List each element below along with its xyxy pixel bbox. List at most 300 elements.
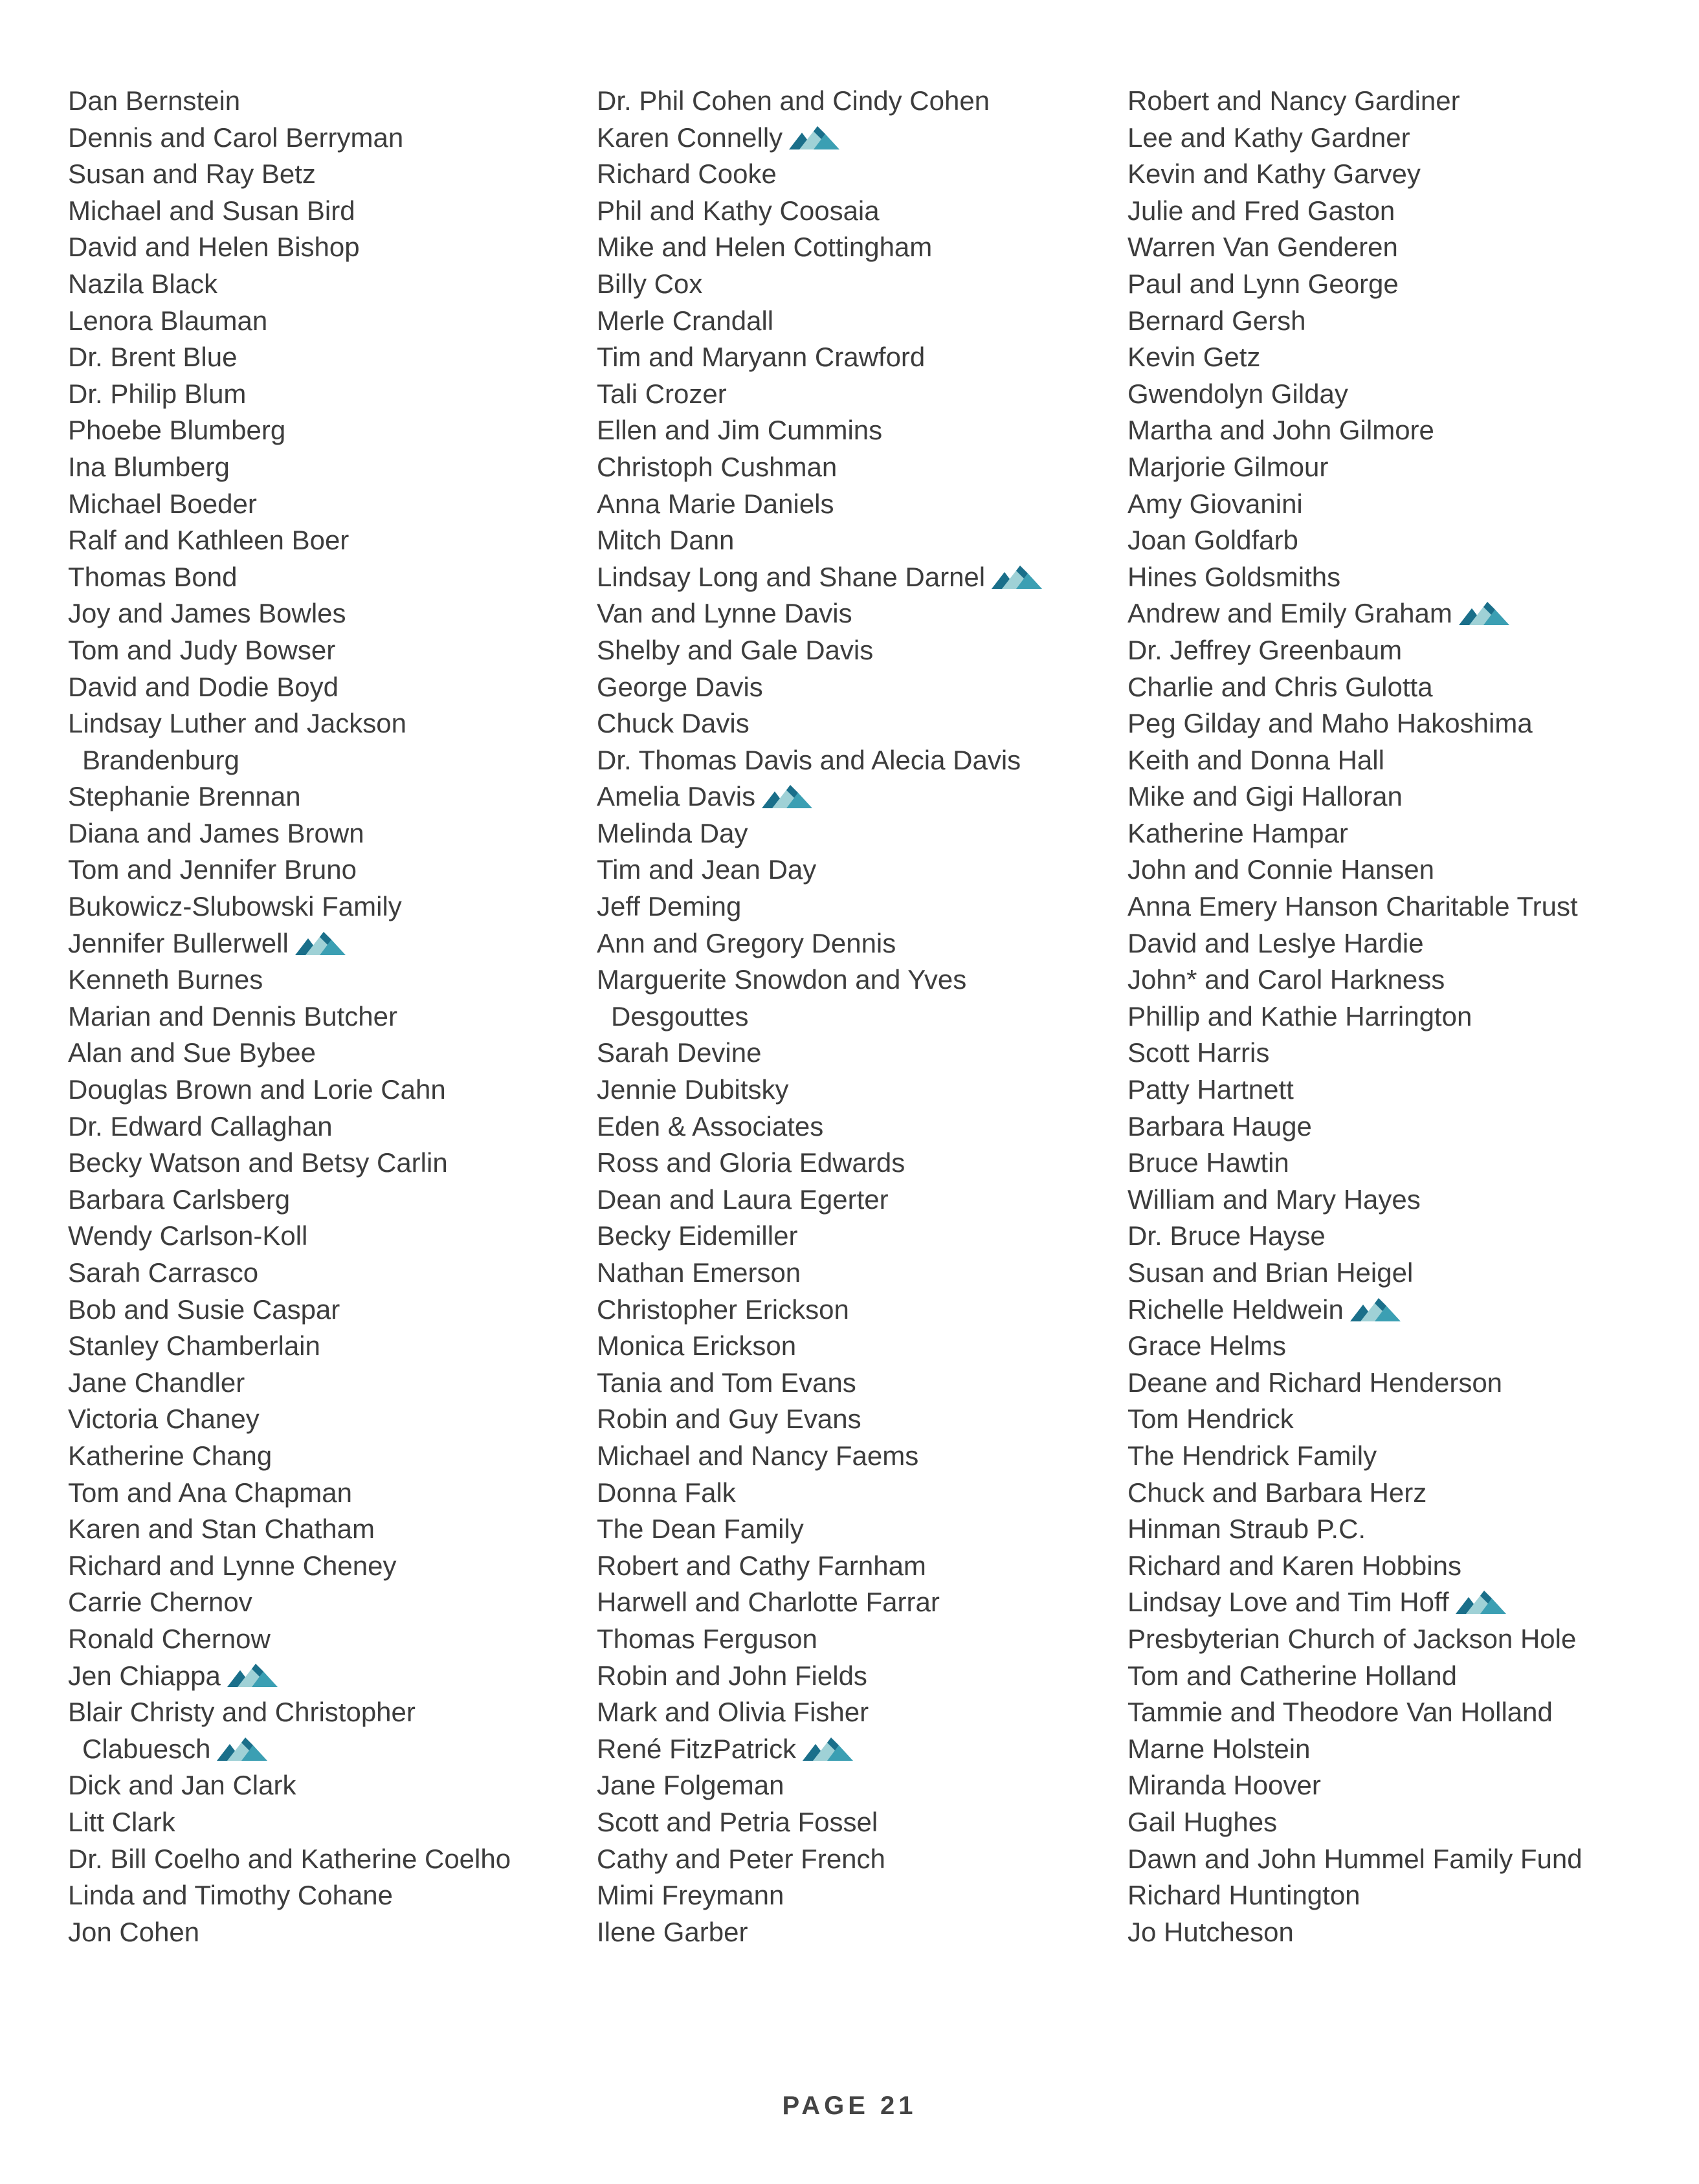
donor-name	[597, 1365, 1102, 1402]
donor-name	[68, 266, 560, 303]
donor-name-text: Eden & Associates	[597, 1110, 824, 1142]
donor-name-continuation	[68, 742, 560, 779]
donor-name-text: Brandenburg	[82, 744, 239, 775]
donor-name	[597, 449, 1102, 486]
donor-name	[68, 339, 560, 376]
donor-name	[597, 1731, 1102, 1768]
donor-name-text: Dr. Bill Coelho and Katherine Coelho	[68, 1843, 511, 1874]
donor-name	[68, 1658, 560, 1695]
donor-name-text: William and Mary Hayes	[1127, 1184, 1421, 1215]
donor-name-text: Stanley Chamberlain	[68, 1330, 320, 1362]
donor-name-text: Jen Chiappa	[68, 1660, 221, 1691]
donor-name	[68, 962, 560, 998]
donor-name	[597, 1621, 1102, 1658]
donor-name-text: Bruce Hawtin	[1127, 1147, 1289, 1178]
donor-name	[68, 1218, 560, 1255]
donor-name-text: Marjorie Gilmour	[1127, 451, 1329, 482]
donor-name	[597, 1548, 1102, 1585]
donor-name-text: Christoph Cushman	[597, 451, 838, 482]
mountain-icon	[801, 1735, 854, 1762]
donor-name	[1127, 1401, 1658, 1438]
donor-name	[597, 1475, 1102, 1512]
donor-name-text: Tom and Judy Bowser	[68, 634, 336, 665]
donor-name-text: Martha and John Gilmore	[1127, 415, 1434, 446]
donor-name-text: Miranda Hoover	[1127, 1770, 1321, 1801]
donor-name	[68, 1438, 560, 1475]
donor-name-text: Richard Huntington	[1127, 1880, 1360, 1911]
donor-name-text: Jo Hutcheson	[1127, 1916, 1294, 1947]
donor-name	[68, 559, 560, 596]
donor-name-text: George Davis	[597, 671, 763, 702]
donor-name-text: Ellen and Jim Cummins	[597, 415, 883, 446]
donor-name	[597, 486, 1102, 523]
donor-name-text: Robert and Nancy Gardiner	[1127, 85, 1460, 116]
donor-name-text: Paul and Lynn George	[1127, 268, 1399, 299]
page-number: PAGE 21	[782, 2091, 917, 2120]
donor-name	[1127, 778, 1658, 815]
donor-name-text: Phil and Kathy Coosaia	[597, 195, 880, 226]
donor-name	[1127, 1328, 1658, 1365]
donor-name	[1127, 742, 1658, 779]
donor-name	[68, 303, 560, 340]
donor-name	[68, 522, 560, 559]
mountain-icon	[788, 124, 841, 151]
donor-name	[68, 486, 560, 523]
donor-name	[1127, 1841, 1658, 1878]
donor-name	[597, 1584, 1102, 1621]
donor-name	[68, 1365, 560, 1402]
donor-name	[68, 1401, 560, 1438]
donor-name	[1127, 815, 1658, 852]
donor-name-text: Mark and Olivia Fisher	[597, 1697, 869, 1728]
donor-name	[1127, 1548, 1658, 1585]
donor-name-text: Tali Crozer	[597, 378, 727, 409]
donor-name-text: Thomas Ferguson	[597, 1623, 817, 1654]
donor-name-text: Michael Boeder	[68, 488, 257, 519]
donor-name-text: Becky Eidemiller	[597, 1220, 798, 1252]
donor-name	[68, 1475, 560, 1512]
donor-name	[68, 449, 560, 486]
donor-name	[1127, 1658, 1658, 1695]
donor-name	[597, 815, 1102, 852]
donor-name-text: Desgouttes	[611, 1000, 749, 1031]
donor-name	[1127, 998, 1658, 1035]
donor-name	[68, 998, 560, 1035]
donor-name-text: Katherine Hampar	[1127, 817, 1348, 848]
donor-name	[1127, 1035, 1658, 1072]
donor-column-3	[1127, 83, 1658, 1950]
donor-name	[68, 705, 560, 742]
donor-name-text: Peg Gilday and Maho Hakoshima	[1127, 708, 1533, 739]
donor-name	[597, 412, 1102, 449]
donor-name-text: Kevin Getz	[1127, 342, 1261, 373]
donor-name	[68, 1511, 560, 1548]
donor-name	[597, 1914, 1102, 1951]
donor-name	[68, 1804, 560, 1841]
mountain-icon	[226, 1661, 279, 1688]
mountain-icon	[761, 782, 814, 810]
donor-name-text: Chuck Davis	[597, 708, 750, 739]
donor-name-text: Karen and Stan Chatham	[68, 1514, 375, 1545]
mountain-icon	[216, 1735, 269, 1762]
donor-name	[597, 1109, 1102, 1145]
donor-name	[1127, 705, 1658, 742]
donor-name	[68, 595, 560, 632]
donor-name-text: Katherine Chang	[68, 1440, 272, 1471]
donor-name	[597, 83, 1102, 120]
donor-name	[1127, 1731, 1658, 1768]
donor-name	[597, 778, 1102, 815]
donor-name-text: Carrie Chernov	[68, 1587, 252, 1618]
donor-name	[68, 156, 560, 193]
donor-name-text: Dean and Laura Egerter	[597, 1184, 889, 1215]
donor-name-text: Susan and Ray Betz	[68, 159, 316, 190]
donor-name	[68, 1182, 560, 1219]
donor-name	[1127, 339, 1658, 376]
donor-name	[1127, 1255, 1658, 1292]
donor-name	[1127, 1584, 1658, 1621]
donor-name	[597, 1877, 1102, 1914]
donor-name-text: Mimi Freymann	[597, 1880, 784, 1911]
donor-name	[597, 1255, 1102, 1292]
donor-name-text: Hines Goldsmiths	[1127, 561, 1341, 592]
donor-name-text: Victoria Chaney	[68, 1404, 260, 1435]
donor-name-text: Lindsay Luther and Jackson	[68, 708, 407, 739]
donor-name-text: Dr. Edward Callaghan	[68, 1110, 333, 1142]
donor-name-text: John and Connie Hansen	[1127, 854, 1435, 885]
donor-name	[68, 1035, 560, 1072]
donor-name-text: Melinda Day	[597, 817, 748, 848]
donor-name	[597, 1694, 1102, 1731]
donor-name	[1127, 83, 1658, 120]
donor-name-text: Ralf and Kathleen Boer	[68, 525, 350, 556]
donor-name	[68, 925, 560, 962]
donor-name-text: Dr. Philip Blum	[68, 378, 247, 409]
donor-name	[597, 1218, 1102, 1255]
donor-name	[68, 376, 560, 413]
donor-name-text: Tim and Maryann Crawford	[597, 342, 926, 373]
donor-name	[597, 339, 1102, 376]
donor-name-text: Lenora Blauman	[68, 305, 268, 336]
donor-name	[68, 852, 560, 888]
donor-name	[68, 1292, 560, 1329]
donor-name-text: Litt Clark	[68, 1806, 175, 1837]
donor-name-text: Merle Crandall	[597, 305, 774, 336]
donor-name-text: Presbyterian Church of Jackson Hole	[1127, 1623, 1577, 1654]
donor-name-text: Amelia Davis	[597, 781, 756, 812]
donor-name-text: Tom and Ana Chapman	[68, 1477, 352, 1508]
donor-name-text: Joan Goldfarb	[1127, 525, 1298, 556]
donor-name	[597, 1658, 1102, 1695]
donor-name	[68, 1584, 560, 1621]
donor-name-text: Robin and John Fields	[597, 1660, 867, 1691]
donor-name	[68, 1328, 560, 1365]
donor-name-text: Mitch Dann	[597, 525, 735, 556]
donor-name-text: Joy and James Bowles	[68, 598, 346, 629]
donor-name-text: Marguerite Snowdon and Yves	[597, 964, 967, 995]
donor-name	[1127, 888, 1658, 925]
donor-name	[68, 229, 560, 266]
donor-name-text: Dawn and John Hummel Family Fund	[1127, 1843, 1582, 1874]
donor-name-text: Douglas Brown and Lorie Cahn	[68, 1074, 446, 1105]
donor-name-text: Stephanie Brennan	[68, 781, 301, 812]
donor-name-text: Shelby and Gale Davis	[597, 634, 874, 665]
donor-name	[597, 559, 1102, 596]
donor-name-text: The Dean Family	[597, 1514, 804, 1545]
donor-name-text: Ina Blumberg	[68, 451, 230, 482]
donor-name-text: Lee and Kathy Gardner	[1127, 122, 1410, 153]
donor-name-text: Cathy and Peter French	[597, 1843, 885, 1874]
donor-name	[1127, 559, 1658, 596]
donor-name-text: Dr. Brent Blue	[68, 342, 238, 373]
donor-name-text: Tom and Catherine Holland	[1127, 1660, 1457, 1691]
donor-name-text: Kenneth Burnes	[68, 964, 263, 995]
mountain-icon	[1349, 1296, 1402, 1323]
donor-name-text: Christopher Erickson	[597, 1294, 849, 1325]
donor-name-text: Richard and Karen Hobbins	[1127, 1550, 1461, 1581]
donor-name-text: Donna Falk	[597, 1477, 736, 1508]
donor-name-text: Deane and Richard Henderson	[1127, 1367, 1503, 1398]
donor-name-text: Robin and Guy Evans	[597, 1404, 861, 1435]
donor-name	[68, 83, 560, 120]
donor-name-text: Andrew and Emily Graham	[1127, 598, 1452, 629]
donor-name	[1127, 1365, 1658, 1402]
donor-name-text: Jane Chandler	[68, 1367, 245, 1398]
donor-name-text: John* and Carol Harkness	[1127, 964, 1445, 995]
donor-name	[1127, 1877, 1658, 1914]
donor-name-text: Michael and Susan Bird	[68, 195, 355, 226]
donor-name	[1127, 1621, 1658, 1658]
donor-name-text: Sarah Devine	[597, 1037, 762, 1068]
donor-name-text: Clabuesch	[82, 1733, 211, 1764]
donor-name-text: Warren Van Genderen	[1127, 232, 1398, 263]
donor-name-text: Dan Bernstein	[68, 85, 241, 116]
donor-name	[597, 522, 1102, 559]
donor-name-text: Mike and Helen Cottingham	[597, 232, 933, 263]
donor-name-text: Wendy Carlson-Koll	[68, 1220, 308, 1252]
donor-name	[1127, 1182, 1658, 1219]
donor-name-text: David and Dodie Boyd	[68, 671, 339, 702]
donor-name	[597, 1182, 1102, 1219]
donor-name	[1127, 1804, 1658, 1841]
donor-name-text: Ann and Gregory Dennis	[597, 927, 896, 958]
donor-name	[68, 1621, 560, 1658]
donor-name	[68, 412, 560, 449]
donor-name	[597, 705, 1102, 742]
donor-name	[68, 1877, 560, 1914]
donor-name	[597, 888, 1102, 925]
donor-name	[1127, 266, 1658, 303]
donor-name	[68, 632, 560, 669]
donor-name-text: Jennie Dubitsky	[597, 1074, 789, 1105]
donor-name-text: Anna Marie Daniels	[597, 488, 834, 519]
donor-name	[68, 1072, 560, 1109]
donor-name-text: Anna Emery Hanson Charitable Trust	[1127, 891, 1578, 922]
donor-name	[1127, 1475, 1658, 1512]
donor-name	[68, 193, 560, 230]
donor-name	[597, 193, 1102, 230]
donor-name-text: Amy Giovanini	[1127, 488, 1303, 519]
donor-name	[597, 1438, 1102, 1475]
donor-name	[597, 1145, 1102, 1182]
donor-name-text: Tania and Tom Evans	[597, 1367, 856, 1398]
donor-name	[597, 852, 1102, 888]
donor-name-text: Hinman Straub P.C.	[1127, 1514, 1366, 1545]
donor-name	[597, 1328, 1102, 1365]
donor-name-text: Dr. Bruce Hayse	[1127, 1220, 1326, 1252]
donor-name-text: Richelle Heldwein	[1127, 1294, 1344, 1325]
donor-name	[68, 888, 560, 925]
donor-name-text: Ilene Garber	[597, 1916, 748, 1947]
donor-name	[1127, 632, 1658, 669]
donor-name-text: Bukowicz-Slubowski Family	[68, 891, 402, 922]
donor-name-text: Tom and Jennifer Bruno	[68, 854, 357, 885]
donor-name	[597, 156, 1102, 193]
donor-name-text: Jon Cohen	[68, 1916, 200, 1947]
donor-name-continuation	[68, 1731, 560, 1768]
donor-name-text: Dennis and Carol Berryman	[68, 122, 404, 153]
donor-name	[597, 1401, 1102, 1438]
donor-name	[68, 1914, 560, 1951]
donor-name	[68, 1767, 560, 1804]
donor-name	[1127, 1292, 1658, 1329]
donor-name-text: Scott Harris	[1127, 1037, 1270, 1068]
mountain-icon	[1458, 599, 1511, 626]
donor-name	[597, 1292, 1102, 1329]
donor-name	[1127, 522, 1658, 559]
donor-name-text: Harwell and Charlotte Farrar	[597, 1587, 940, 1618]
donor-name	[597, 1511, 1102, 1548]
donor-name-text: Julie and Fred Gaston	[1127, 195, 1395, 226]
donor-name-text: Phoebe Blumberg	[68, 415, 286, 446]
donor-name	[1127, 1914, 1658, 1951]
donor-name-text: Dr. Phil Cohen and Cindy Cohen	[597, 85, 990, 116]
donor-name-text: Phillip and Kathie Harrington	[1127, 1000, 1472, 1031]
donor-name	[1127, 1109, 1658, 1145]
donor-name	[1127, 449, 1658, 486]
donor-name-text: Dr. Jeffrey Greenbaum	[1127, 634, 1403, 665]
donor-name-text: Thomas Bond	[68, 561, 238, 592]
donor-name-continuation	[597, 998, 1102, 1035]
donor-name	[1127, 595, 1658, 632]
donor-name	[68, 1548, 560, 1585]
donor-name-text: Dick and Jan Clark	[68, 1770, 296, 1801]
donor-name	[68, 815, 560, 852]
donor-name-text: Scott and Petria Fossel	[597, 1806, 878, 1837]
donor-name-text: Michael and Nancy Faems	[597, 1440, 919, 1471]
donor-name	[68, 778, 560, 815]
donor-name	[1127, 1438, 1658, 1475]
donor-name-text: Grace Helms	[1127, 1330, 1287, 1362]
donor-name-text: Richard and Lynne Cheney	[68, 1550, 397, 1581]
donor-name-text: Gwendolyn Gilday	[1127, 378, 1348, 409]
donor-name-text: Lindsay Long and Shane Darnel	[597, 561, 986, 592]
donor-name-text: Billy Cox	[597, 268, 703, 299]
donor-name	[597, 303, 1102, 340]
donor-name-text: The Hendrick Family	[1127, 1440, 1377, 1471]
donor-name-text: Tom Hendrick	[1127, 1404, 1294, 1435]
donor-name-text: Kevin and Kathy Garvey	[1127, 159, 1421, 190]
donor-name	[1127, 376, 1658, 413]
donor-name	[1127, 925, 1658, 962]
donor-name	[1127, 303, 1658, 340]
donor-name	[1127, 156, 1658, 193]
donor-name-text: Sarah Carrasco	[68, 1257, 259, 1288]
donor-name	[597, 962, 1102, 998]
donor-name	[1127, 229, 1658, 266]
donor-name-text: Linda and Timothy Cohane	[68, 1880, 394, 1911]
donor-name	[68, 120, 560, 157]
donor-name-text: Van and Lynne Davis	[597, 598, 852, 629]
donor-name	[597, 266, 1102, 303]
donor-name-text: Dr. Thomas Davis and Alecia Davis	[597, 744, 1021, 775]
donor-name-text: Monica Erickson	[597, 1330, 797, 1362]
donor-name	[597, 120, 1102, 157]
mountain-icon	[1454, 1588, 1507, 1615]
donor-name-text: Robert and Cathy Farnham	[597, 1550, 926, 1581]
donor-name	[1127, 1145, 1658, 1182]
donor-name-text: Lindsay Love and Tim Hoff	[1127, 1587, 1449, 1618]
donor-name	[1127, 669, 1658, 706]
donor-name	[1127, 1767, 1658, 1804]
donor-name	[1127, 120, 1658, 157]
donor-name	[597, 376, 1102, 413]
donor-name	[597, 1804, 1102, 1841]
donor-name	[68, 1841, 560, 1878]
donor-name	[597, 925, 1102, 962]
donor-name-text: Ross and Gloria Edwards	[597, 1147, 905, 1178]
donor-name-text: Bernard Gersh	[1127, 305, 1306, 336]
donor-name	[1127, 1218, 1658, 1255]
donor-name-text: Blair Christy and Christopher	[68, 1697, 416, 1728]
donor-name	[1127, 1072, 1658, 1109]
donor-name	[68, 669, 560, 706]
donor-name	[1127, 962, 1658, 998]
donor-name	[597, 229, 1102, 266]
donor-column-2	[597, 83, 1102, 1950]
donor-name	[1127, 486, 1658, 523]
donor-name-text: Bob and Susie Caspar	[68, 1294, 340, 1325]
donor-name-text: Barbara Carlsberg	[68, 1184, 291, 1215]
donor-name-text: Jeff Deming	[597, 891, 742, 922]
mountain-icon	[294, 929, 347, 956]
donor-name	[68, 1694, 560, 1731]
donor-name	[1127, 193, 1658, 230]
donor-name-text: Nathan Emerson	[597, 1257, 801, 1288]
donor-name	[68, 1109, 560, 1145]
donor-name	[597, 742, 1102, 779]
donor-name-text: Marian and Dennis Butcher	[68, 1000, 397, 1031]
donor-name-text: Becky Watson and Betsy Carlin	[68, 1147, 448, 1178]
donor-name	[597, 595, 1102, 632]
donor-name-text: Chuck and Barbara Herz	[1127, 1477, 1427, 1508]
donor-name-text: Keith and Donna Hall	[1127, 744, 1384, 775]
donor-name-text: Tammie and Theodore Van Holland	[1127, 1697, 1553, 1728]
donor-name	[597, 632, 1102, 669]
donor-name-text: Jennifer Bullerwell	[68, 927, 289, 958]
donor-name-text: David and Helen Bishop	[68, 232, 360, 263]
donor-name-text: Mike and Gigi Halloran	[1127, 781, 1403, 812]
donor-name	[1127, 852, 1658, 888]
donor-name	[597, 1072, 1102, 1109]
donor-name-text: Tim and Jean Day	[597, 854, 817, 885]
donor-name	[1127, 412, 1658, 449]
donor-name-text: Susan and Brian Heigel	[1127, 1257, 1414, 1288]
donor-name-text: Charlie and Chris Gulotta	[1127, 671, 1433, 702]
donor-name	[68, 1145, 560, 1182]
donor-name-text: René FitzPatrick	[597, 1733, 797, 1764]
donor-name-text: Ronald Chernow	[68, 1623, 271, 1654]
